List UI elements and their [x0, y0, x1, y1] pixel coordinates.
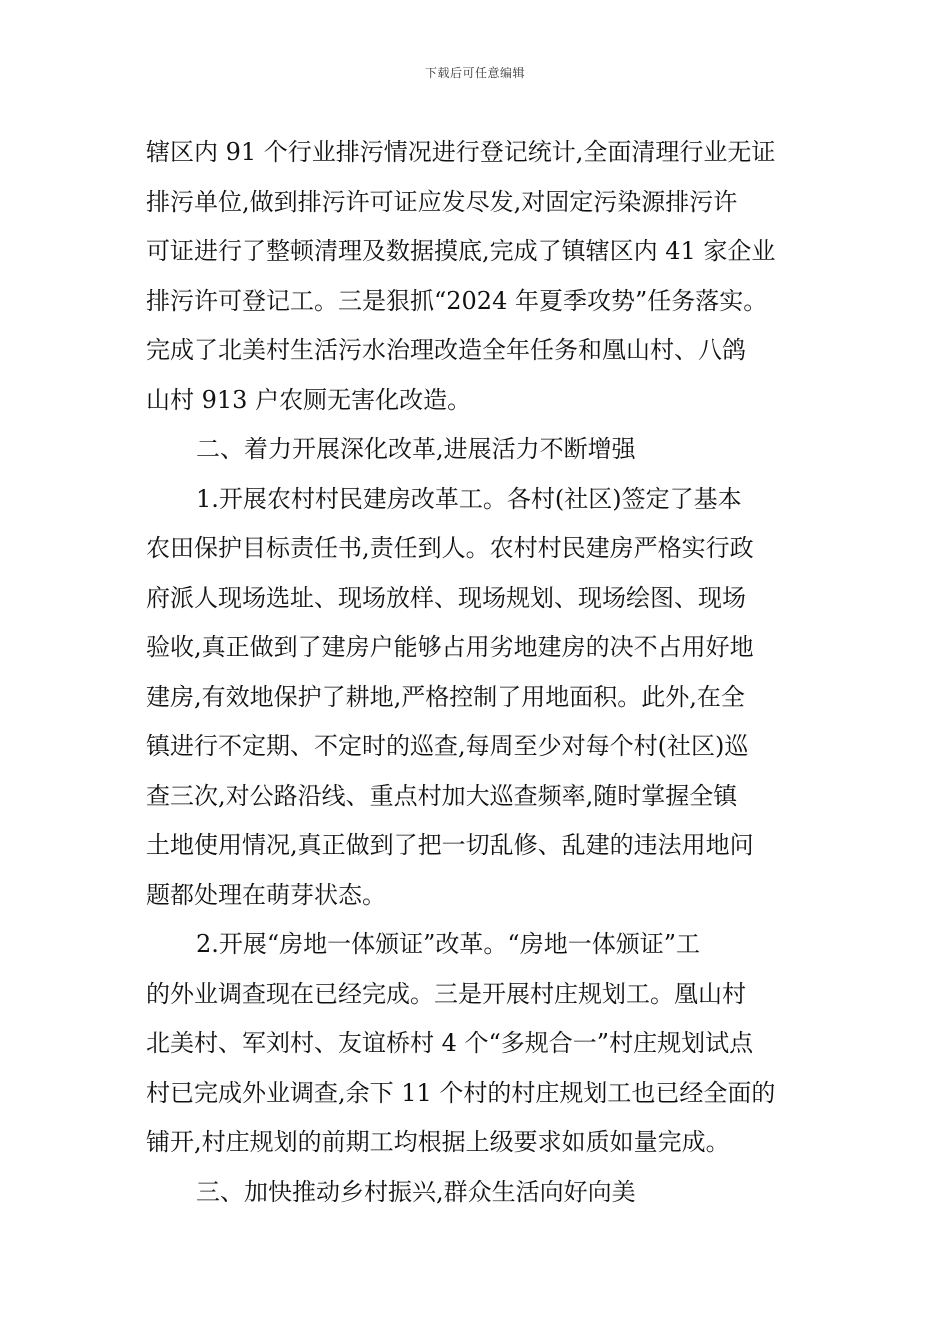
document-body: [146, 128, 816, 1217]
text-line: 铺开,村庄规划的前期工均根据上级要求如质如量完成。: [146, 1128, 730, 1156]
text-line: 完成了北美村生活污水治理改造全年任务和凰山村、八鸽: [146, 336, 746, 364]
section-heading: 三、加快推动乡村振兴,群众生活向好向美: [196, 1177, 636, 1206]
text-line: 土地使用情况,真正做到了把一切乱修、乱建的违法用地问: [146, 831, 754, 859]
text-line: 可证进行了整顿清理及数据摸底,完成了镇辖区内 41 家企业: [146, 237, 776, 265]
section-heading: 二、着力开展深化改革,进展活力不断增强: [196, 435, 636, 463]
text-line: 2.开展“房地一体颁证”改革。“房地一体颁证”工: [196, 930, 700, 958]
text-line: 查三次,对公路沿线、重点村加大巡查频率,随时掌握全镇: [146, 781, 738, 810]
text-line: 村已完成外业调查,余下 11 个村的村庄规划工也已经全面的: [146, 1078, 776, 1107]
text-line: 的外业调查现在已经完成。三是开展村庄规划工。凰山村: [146, 979, 746, 1008]
text-line: 1.开展农村村民建房改革工。各村(社区)签定了基本: [196, 484, 742, 513]
text-line: 排污许可登记工。三是狠抓“2024 年夏季攻势”任务落实。: [146, 286, 768, 315]
text-line: 北美村、军刘村、友谊桥村 4 个“多规合一”村庄规划试点: [146, 1029, 754, 1057]
text-line: 排污单位,做到排污许可证应发尽发,对固定污染源排污许: [146, 187, 738, 216]
text-line: 农田保护目标责任书,责任到人。农村村民建房严格实行政: [146, 534, 754, 562]
text-line: 镇进行不定期、不定时的巡查,每周至少对每个村(社区)巡: [146, 732, 749, 760]
text-line: 府派人现场选址、现场放样、现场规划、现场绘图、现场: [146, 583, 746, 612]
text-line: 建房,有效地保护了耕地,严格控制了用地面积。此外,在全: [146, 682, 745, 711]
text-line: 验收,真正做到了建房户能够占用劣地建房的决不占用好地: [146, 633, 754, 661]
text-line: 山村 913 户农厕无害化改造。: [146, 385, 472, 414]
page-header: 下载后可任意编辑: [424, 66, 525, 80]
text-line: 题都处理在萌芽状态。: [146, 880, 386, 909]
text-line: 辖区内 91 个行业排污情况进行登记统计,全面清理行业无证: [146, 138, 776, 166]
